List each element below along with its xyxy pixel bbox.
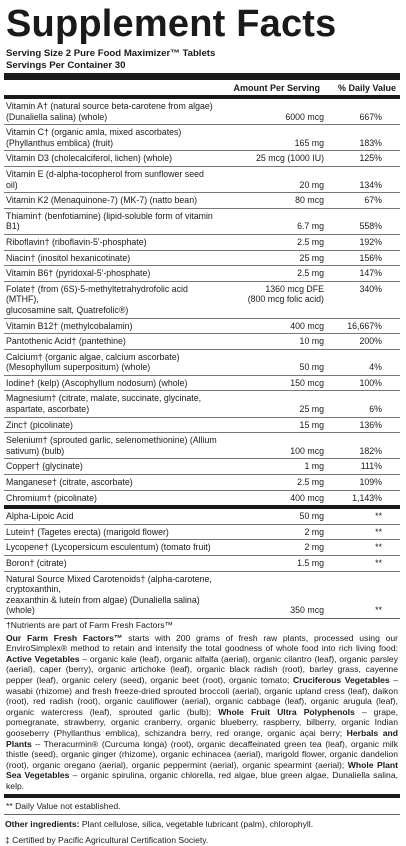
nutrient-amount bbox=[218, 153, 330, 164]
dv-value: 667% bbox=[359, 111, 382, 122]
dv-value: ** bbox=[375, 558, 382, 568]
dv-value: 200% bbox=[359, 336, 382, 347]
amount-value: 25 mcg (1000 IU) bbox=[256, 153, 324, 164]
dv-value: 16,667% bbox=[347, 320, 382, 331]
dv-value: 109% bbox=[359, 477, 382, 488]
nutrient-dv bbox=[330, 378, 400, 389]
nutrient-dv bbox=[330, 493, 400, 504]
nutrient-name bbox=[6, 321, 218, 332]
nutrient-name bbox=[6, 284, 218, 316]
nutrient-amount bbox=[218, 169, 330, 190]
nutrient-dv bbox=[330, 558, 400, 569]
amount-value: (800 mcg folic acid) bbox=[247, 294, 324, 305]
divider-thick bbox=[4, 73, 400, 80]
supplement-facts-panel bbox=[4, 2, 400, 845]
nutrient-dv bbox=[330, 477, 400, 488]
nutrient-name-line: Vitamin A† (natural source beta-carotene from algae) bbox=[6, 101, 213, 111]
farm-description bbox=[4, 632, 400, 793]
nutrient-name-line: (Dunaliella salina) (whole) bbox=[6, 111, 108, 122]
nutrient-amount bbox=[218, 321, 330, 332]
nutrient-row bbox=[4, 281, 400, 318]
dv-value: 125% bbox=[359, 153, 382, 164]
nutrient-dv bbox=[330, 393, 400, 414]
nutrient-dv bbox=[330, 101, 400, 122]
dv-value: 67% bbox=[364, 195, 382, 206]
dv-value: ** bbox=[375, 511, 382, 522]
nutrient-name bbox=[6, 211, 218, 232]
nutrient-dv bbox=[330, 169, 400, 190]
nutrient-amount bbox=[218, 493, 330, 504]
nutrient-row bbox=[4, 265, 400, 281]
nutrient-amount bbox=[218, 511, 330, 522]
nutrient-row bbox=[4, 417, 400, 433]
nutrient-name bbox=[6, 574, 218, 616]
nutrient-name-line: Alpha-Lipoic Acid bbox=[6, 511, 74, 522]
amount-value: 2 mg bbox=[304, 542, 324, 553]
other-row bbox=[4, 524, 400, 540]
nutrient-amount bbox=[218, 393, 330, 414]
amount-value: 50 mg bbox=[299, 362, 324, 373]
nutrient-dv bbox=[330, 542, 400, 553]
amount-value: 80 mcg bbox=[295, 195, 324, 206]
nutrient-row bbox=[4, 250, 400, 266]
other-row bbox=[4, 509, 400, 524]
nutrient-name-line: Calcium† (organic algae, calcium ascorbate) bbox=[6, 351, 180, 362]
nutrient-dv bbox=[330, 352, 400, 373]
amount-value: 20 mg bbox=[299, 179, 324, 190]
amount-value: 400 mcg bbox=[290, 492, 324, 503]
herbs-text: – Theracurmin® (Curcuma longa) (root), organic decaffeinated green tea (leaf), organic milk thistle (seed), organic ginger (rhizome), organic echinacea (aerial), marigold flower, organic dandelion (root), organic oregano (aerial), organic peppermint (aerial), organic spearmint (aerial); bbox=[6, 738, 398, 770]
active-text: – organic kale (leaf), organic alfalfa (aerial), organic cilantro (leaf), organic parsley (aerial), caper (berry), organic artichoke (leaf), organic black radish (root), barley grass, cayenne pepper (leaf), organic celery (seed), organic beet (root), organic tomato; bbox=[6, 653, 398, 685]
nutrient-dv bbox=[330, 420, 400, 431]
dv-value: 340% bbox=[359, 283, 382, 294]
dv-value: ** bbox=[375, 526, 382, 537]
farm-footnote: †Nutrients are part of Farm Fresh Factors™ bbox=[6, 619, 174, 630]
amount-value: 2.5 mg bbox=[297, 477, 324, 488]
nutrient-dv bbox=[330, 461, 400, 472]
dv-header: % Daily Value bbox=[337, 82, 396, 93]
fruit-label: Whole Fruit Ultra Polyphenols bbox=[218, 706, 355, 717]
nutrient-name bbox=[6, 493, 218, 504]
nutrient-name-line: Magnesium† (citrate, malate, succinate, glycinate, aspartate, ascorbate) bbox=[6, 393, 202, 415]
amount-header: Amount Per Serving bbox=[233, 82, 320, 93]
nutrient-row bbox=[4, 390, 400, 416]
dv-value: 111% bbox=[360, 461, 382, 472]
nutrient-name bbox=[6, 393, 218, 414]
nutrient-row bbox=[4, 192, 400, 208]
dv-value: ** bbox=[375, 605, 382, 616]
nutrient-amount bbox=[218, 284, 330, 316]
dv-note: ** Daily Value not established. bbox=[6, 801, 121, 812]
amount-value: 6.7 mg bbox=[297, 221, 324, 232]
nutrient-row bbox=[4, 474, 400, 490]
nutrient-name-line: Chromium† (picolinate) bbox=[6, 492, 97, 503]
nutrient-name-line: Pantothenic Acid† (pantethine) bbox=[6, 336, 126, 347]
nutrient-dv bbox=[330, 268, 400, 279]
nutrient-row bbox=[4, 349, 400, 375]
nutrient-name-line: (Mesophyllum superpositum) (whole) bbox=[6, 362, 151, 373]
nutrient-name bbox=[6, 420, 218, 431]
nutrient-name-line: Vitamin D3 (cholecalciferol, lichen) (whole) bbox=[6, 153, 173, 164]
nutrient-name bbox=[6, 253, 218, 264]
nutrient-name-line: Boron† (citrate) bbox=[6, 558, 67, 568]
other-ingredients-label: Other ingredients: bbox=[5, 819, 80, 830]
nutrient-row bbox=[4, 375, 400, 391]
nutrient-amount bbox=[218, 336, 330, 347]
other-row bbox=[4, 539, 400, 555]
nutrient-row bbox=[4, 208, 400, 234]
sea-text: – organic spirulina, organic chlorella, red algae, blue green algae, Dunaliella salina, kelp. bbox=[6, 770, 398, 791]
nutrient-name bbox=[6, 127, 218, 148]
nutrient-name bbox=[6, 477, 218, 488]
nutrient-name-line: Niacin† (inositol hexanicotinate) bbox=[6, 252, 131, 263]
amount-value: 25 mg bbox=[299, 252, 324, 263]
nutrient-row bbox=[4, 99, 400, 124]
nutrient-name-line: Riboflavin† (riboflavin-5'-phosphate) bbox=[6, 236, 147, 247]
amount-value: 165 mg bbox=[294, 137, 324, 148]
other-list bbox=[4, 509, 400, 618]
sea-label: Whole Plant Sea Vegetables bbox=[6, 759, 398, 781]
nutrient-name-line: Natural Source Mixed Carotenoids† (alpha-carotene, cryptoxanthin, bbox=[6, 573, 212, 595]
amount-value: 350 mcg bbox=[290, 605, 324, 616]
dv-value: 100% bbox=[359, 377, 382, 388]
nutrient-amount bbox=[218, 378, 330, 389]
amount-value: 2 mg bbox=[304, 526, 324, 537]
nutrient-name bbox=[6, 169, 218, 190]
nutrient-amount bbox=[218, 211, 330, 232]
farm-intro: starts with 200 grams of fresh raw plants, processed using our EnviroSimplex® method to retain and intensify the total goodness of whole food into rich living food: bbox=[6, 632, 398, 654]
column-header bbox=[4, 80, 400, 95]
nutrient-amount bbox=[218, 253, 330, 264]
farm-title: Our Farm Fresh Factors™ bbox=[6, 632, 123, 643]
nutrient-dv bbox=[330, 435, 400, 456]
nutrient-name bbox=[6, 378, 218, 389]
nutrient-name-line: Lutein† (Tagetes erecta) (marigold flower) bbox=[6, 526, 169, 537]
nutrient-name-line: Iodine† (kelp) (Ascophyllum nodosum) (whole) bbox=[6, 377, 188, 388]
amount-value: 400 mcg bbox=[290, 320, 324, 331]
nutrient-row bbox=[4, 234, 400, 250]
amount-value: 1.5 mg bbox=[297, 558, 324, 568]
nutrient-name-line: Vitamin K2 (Menaquinone-7) (MK-7) (natto bean) bbox=[6, 195, 198, 206]
panel-title: Supplement Facts bbox=[6, 3, 337, 45]
nutrient-name-line: Manganese† (citrate, ascorbate) bbox=[6, 477, 133, 488]
amount-value: 2.5 mg bbox=[297, 236, 324, 247]
certification: ‡ Certified by Pacific Agricultural Certification Society. bbox=[5, 834, 209, 845]
nutrient-name-line: Zinc† (picolinate) bbox=[6, 419, 73, 430]
dv-value: 558% bbox=[359, 221, 382, 232]
other-ingredients bbox=[4, 819, 400, 831]
nutrient-row bbox=[4, 124, 400, 150]
nutrient-amount bbox=[218, 101, 330, 122]
nutrient-row bbox=[4, 458, 400, 474]
dv-value: 147% bbox=[359, 268, 382, 279]
nutrient-name-line: Selenium† (sprouted garlic, selenomethionine) (Allium sativum) (bulb) bbox=[6, 435, 217, 456]
nutrient-amount bbox=[218, 237, 330, 248]
nutrient-name-line: Copper† (glycinate) bbox=[6, 461, 83, 472]
other-ingredients-text: Plant cellulose, silica, vegetable lubricant (palm), chlorophyll. bbox=[79, 819, 314, 830]
nutrient-dv bbox=[330, 253, 400, 264]
nutrient-name-line: Vitamin B12† (methylcobalamin) bbox=[6, 320, 133, 331]
amount-value: 150 mcg bbox=[290, 377, 324, 388]
nutrient-amount bbox=[218, 461, 330, 472]
nutrient-name bbox=[6, 153, 218, 164]
nutrient-amount bbox=[218, 420, 330, 431]
amount-value: 25 mg bbox=[299, 404, 324, 415]
nutrient-name-line: glucosamine salt, Quatrefolic®) bbox=[6, 304, 129, 315]
amount-value: 1 mg bbox=[304, 461, 324, 472]
dv-value: 134% bbox=[359, 179, 382, 190]
nutrient-name bbox=[6, 101, 218, 122]
dv-value: 136% bbox=[359, 419, 382, 430]
other-row bbox=[4, 571, 400, 618]
amount-value: 15 mg bbox=[299, 419, 324, 430]
dv-value: 156% bbox=[359, 252, 382, 263]
serving-size: Serving Size 2 Pure Food Maximizer™ Tablets bbox=[6, 48, 216, 59]
dv-value: ** bbox=[375, 542, 382, 553]
nutrient-row bbox=[4, 166, 400, 192]
amount-value: 100 mcg bbox=[290, 445, 324, 456]
nutrient-name bbox=[6, 558, 218, 569]
nutrient-dv bbox=[330, 527, 400, 538]
divider-thin bbox=[4, 814, 400, 815]
cruc-text: – wasabi (rhizome) and fresh freeze-dried sprouted broccoli (aerial), organic upland cress (leaf), daikon (root), red radish (root), organic cauliflower (aerial), organic cabbage (leaf), organic arugula (leaf), organic watercress (leaf), sprouted garlic (bulb); bbox=[6, 674, 398, 717]
cruc-label: Cruciferous Vegetables bbox=[292, 674, 390, 685]
nutrient-name bbox=[6, 195, 218, 206]
nutrient-dv bbox=[330, 321, 400, 332]
nutrient-amount bbox=[218, 527, 330, 538]
nutrient-row bbox=[4, 490, 400, 506]
herbs-label: Herbals and Plants bbox=[6, 727, 398, 749]
nutrient-dv bbox=[330, 284, 400, 316]
amount-value: 2.5 mg bbox=[297, 268, 324, 279]
nutrient-name bbox=[6, 268, 218, 279]
dv-value: 4% bbox=[369, 362, 382, 373]
nutrient-name-line: Folate† (from (6S)-5-methyltetrahydrofolic acid (MTHF), bbox=[6, 283, 188, 305]
nutrient-amount bbox=[218, 127, 330, 148]
nutrient-dv bbox=[330, 127, 400, 148]
nutrient-name-line: Vitamin E (d-alpha-tocopherol from sunflower seed oil) bbox=[6, 168, 204, 190]
amount-value: 6000 mcg bbox=[285, 111, 324, 122]
servings-per-container: Servings Per Container 30 bbox=[6, 59, 126, 71]
nutrient-row bbox=[4, 333, 400, 349]
amount-value: 10 mg bbox=[299, 336, 324, 347]
nutrient-name bbox=[6, 352, 218, 373]
nutrient-dv bbox=[330, 574, 400, 616]
nutrient-dv bbox=[330, 153, 400, 164]
nutrient-name bbox=[6, 336, 218, 347]
other-row bbox=[4, 555, 400, 571]
nutrient-amount bbox=[218, 352, 330, 373]
nutrient-list bbox=[4, 99, 400, 505]
nutrient-amount bbox=[218, 558, 330, 569]
dv-value: 183% bbox=[359, 137, 382, 148]
nutrient-amount bbox=[218, 195, 330, 206]
nutrient-name bbox=[6, 435, 218, 456]
nutrient-amount bbox=[218, 268, 330, 279]
nutrient-name bbox=[6, 461, 218, 472]
nutrient-amount bbox=[218, 435, 330, 456]
nutrient-name-line: Thiamin† (benfotiamine) (lipid-soluble form of vitamin B1) bbox=[6, 210, 213, 232]
nutrient-dv bbox=[330, 511, 400, 522]
nutrient-amount bbox=[218, 477, 330, 488]
nutrient-name bbox=[6, 237, 218, 248]
nutrient-name-line: Vitamin B6† (pyridoxal-5'-phosphate) bbox=[6, 268, 151, 279]
amount-value: 1360 mcg DFE bbox=[265, 283, 324, 294]
dv-value: 6% bbox=[369, 404, 382, 415]
nutrient-dv bbox=[330, 195, 400, 206]
nutrient-dv bbox=[330, 237, 400, 248]
nutrient-row bbox=[4, 318, 400, 334]
dv-value: 182% bbox=[359, 445, 382, 456]
nutrient-amount bbox=[218, 574, 330, 616]
nutrient-name-line: Lycopene† (Lycopersicum esculentum) (tomato fruit) bbox=[6, 542, 211, 553]
amount-value: 50 mg bbox=[299, 511, 324, 522]
dv-value: 1,143% bbox=[352, 492, 382, 503]
nutrient-name bbox=[6, 527, 218, 538]
nutrient-name bbox=[6, 511, 218, 522]
nutrient-amount bbox=[218, 542, 330, 553]
nutrient-name bbox=[6, 542, 218, 553]
nutrient-name-line: zeaxanthin & lutein from algae) (Dunaliella salina) (whole) bbox=[6, 594, 200, 616]
fruit-text: – grape, pomegranate, strawberry, organic cranberry, organic blueberry, raspberry, bilberry, organic Indian gooseberry (Phyllanthus emblica), schizandra berry, red orange, organic açai berry; bbox=[6, 706, 398, 738]
dv-value: 192% bbox=[359, 236, 382, 247]
active-label: Active Vegetables bbox=[6, 653, 80, 664]
nutrient-dv bbox=[330, 211, 400, 232]
nutrient-row bbox=[4, 150, 400, 166]
nutrient-name-line: Vitamin C† (organic amla, mixed ascorbates) (Phyllanthus emblica) (fruit) bbox=[6, 127, 182, 148]
nutrient-row bbox=[4, 432, 400, 458]
nutrient-dv bbox=[330, 336, 400, 347]
